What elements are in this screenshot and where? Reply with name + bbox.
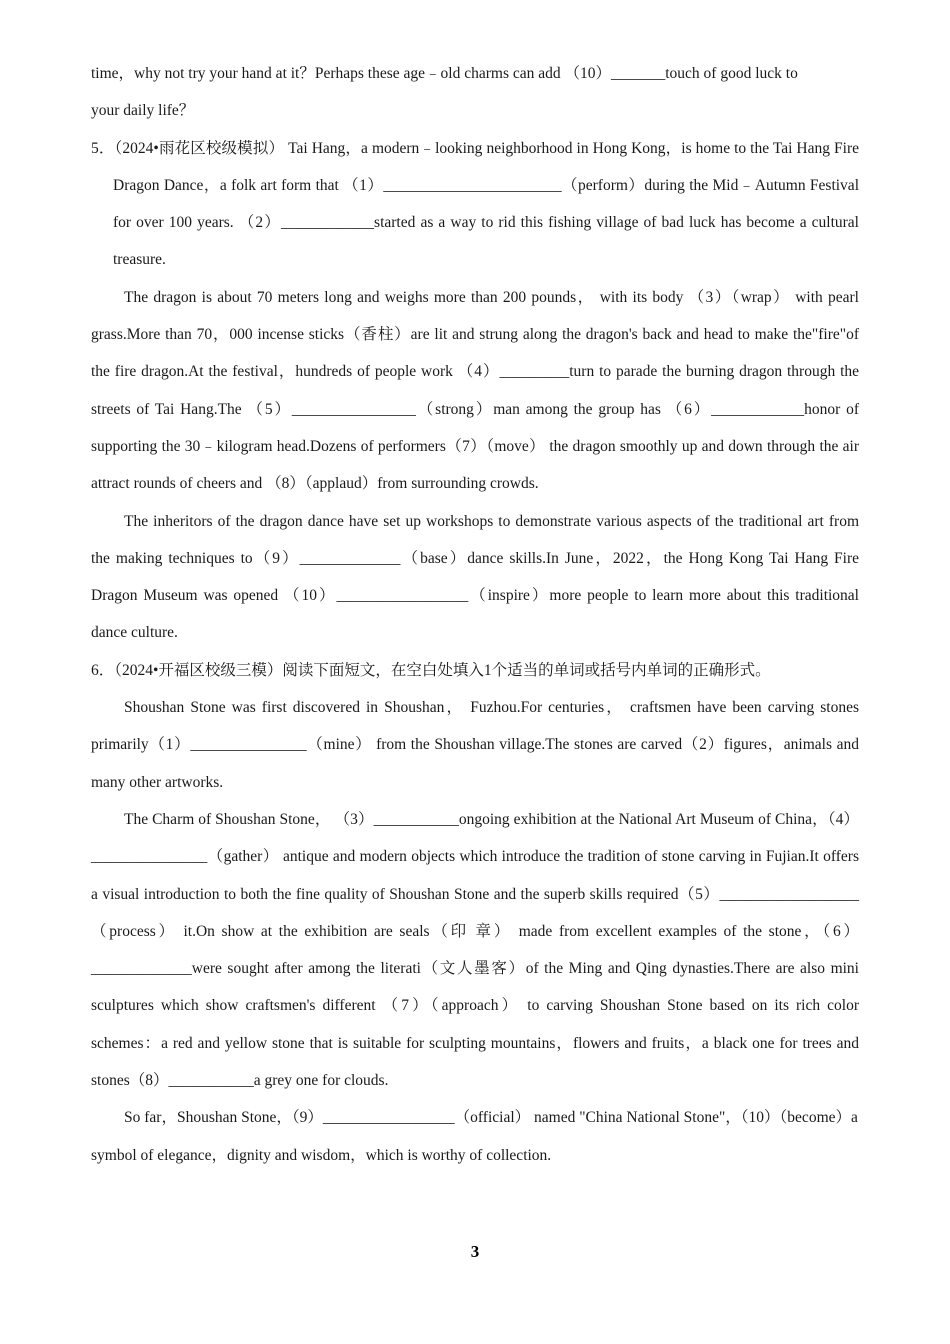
question-6-paragraph-2: The Charm of Shoushan Stone， （3）___________ongoing exhibition at the National Art Museum of China，（4）_______________（gather） antique and modern objects which introduce the tradition of stone carving in Fujian.It offers a visual introduction to both the fine quality of Shoushan Stone and the superb skills required（5）__________________（process） it.On show at the exhibition are seals（印 章） made from excellent examples of the stone，（6）_____________were sought after among the literati（文人墨客）of the Ming and Qing dynasties.There are also mini sculptures which show craftsmen's different （7）（approach） to carving Shoushan Stone based on its rich color schemes：a red and yellow stone that is suitable for sculpting mountains，flowers and fruits，a black one for trees and stones（8）___________a grey one for clouds. [91, 810, 859, 1090]
question-6-paragraph-1: Shoushan Stone was first discovered in Shoushan， Fuzhou.For centuries， craftsmen have been carving stones primarily（1）_______________（mine） from the Shoushan village.The stones are carved（2）figures，animals and many other artworks. [91, 699, 859, 791]
page-number: 3 [470, 1242, 480, 1261]
document-body [91, 55, 859, 1174]
intro-line-2: your daily life？ [91, 102, 195, 120]
intro-line-1: time，why not try your hand at it？Perhaps these age﹣old charms can add （10）_______touch of good luck to [91, 65, 798, 82]
question-5-paragraph-1: 5．（2024•雨花区校级模拟） Tai Hang，a modern﹣looking neighborhood in Hong Kong，is home to the Tai Hang Fire Dragon Dance，a folk art form that （1）_______________________（perform）during the Mid﹣Autumn Festival for over 100 years. （2）____________started as a way to rid this fishing village of bad luck has become a cultural treasure. [91, 139, 859, 269]
question-5-paragraph-2: The dragon is about 70 meters long and weighs more than 200 pounds， with its body （3）（wrap） with pearl grass.More than 70，000 incense sticks（香柱）are lit and strung along the dragon's back and head to make the"fire"of the fire dragon.At the festival，hundreds of people work （4）_________turn to parade the burning dragon through the streets of Tai Hang.The （5）________________（strong）man among the group has （6）____________honor of supporting the 30﹣kilogram head.Dozens of performers（7）（move） the dragon smoothly up and down through the air attract rounds of cheers and （8）（applaud）from surrounding crowds. [91, 288, 859, 493]
question-6-paragraph-3: So far，Shoushan Stone，（9）_________________（official） named "China National Stone"，（10）（become）a symbol of elegance，dignity and wisdom，which is worthy of collection. [91, 1109, 858, 1164]
question-5-paragraph-3: The inheritors of the dragon dance have set up workshops to demonstrate various aspects of the traditional art from the making techniques to（9）_____________（base）dance skills.In June，2022，the Hong Kong Tai Hang Fire Dragon Museum was opened （10）_________________（inspire）more people to learn more about this traditional dance culture. [91, 512, 859, 642]
question-6-header: 6．（2024•开福区校级三模）阅读下面短文，在空白处填入1个适当的单词或括号内单词的正确形式。 [91, 661, 771, 679]
